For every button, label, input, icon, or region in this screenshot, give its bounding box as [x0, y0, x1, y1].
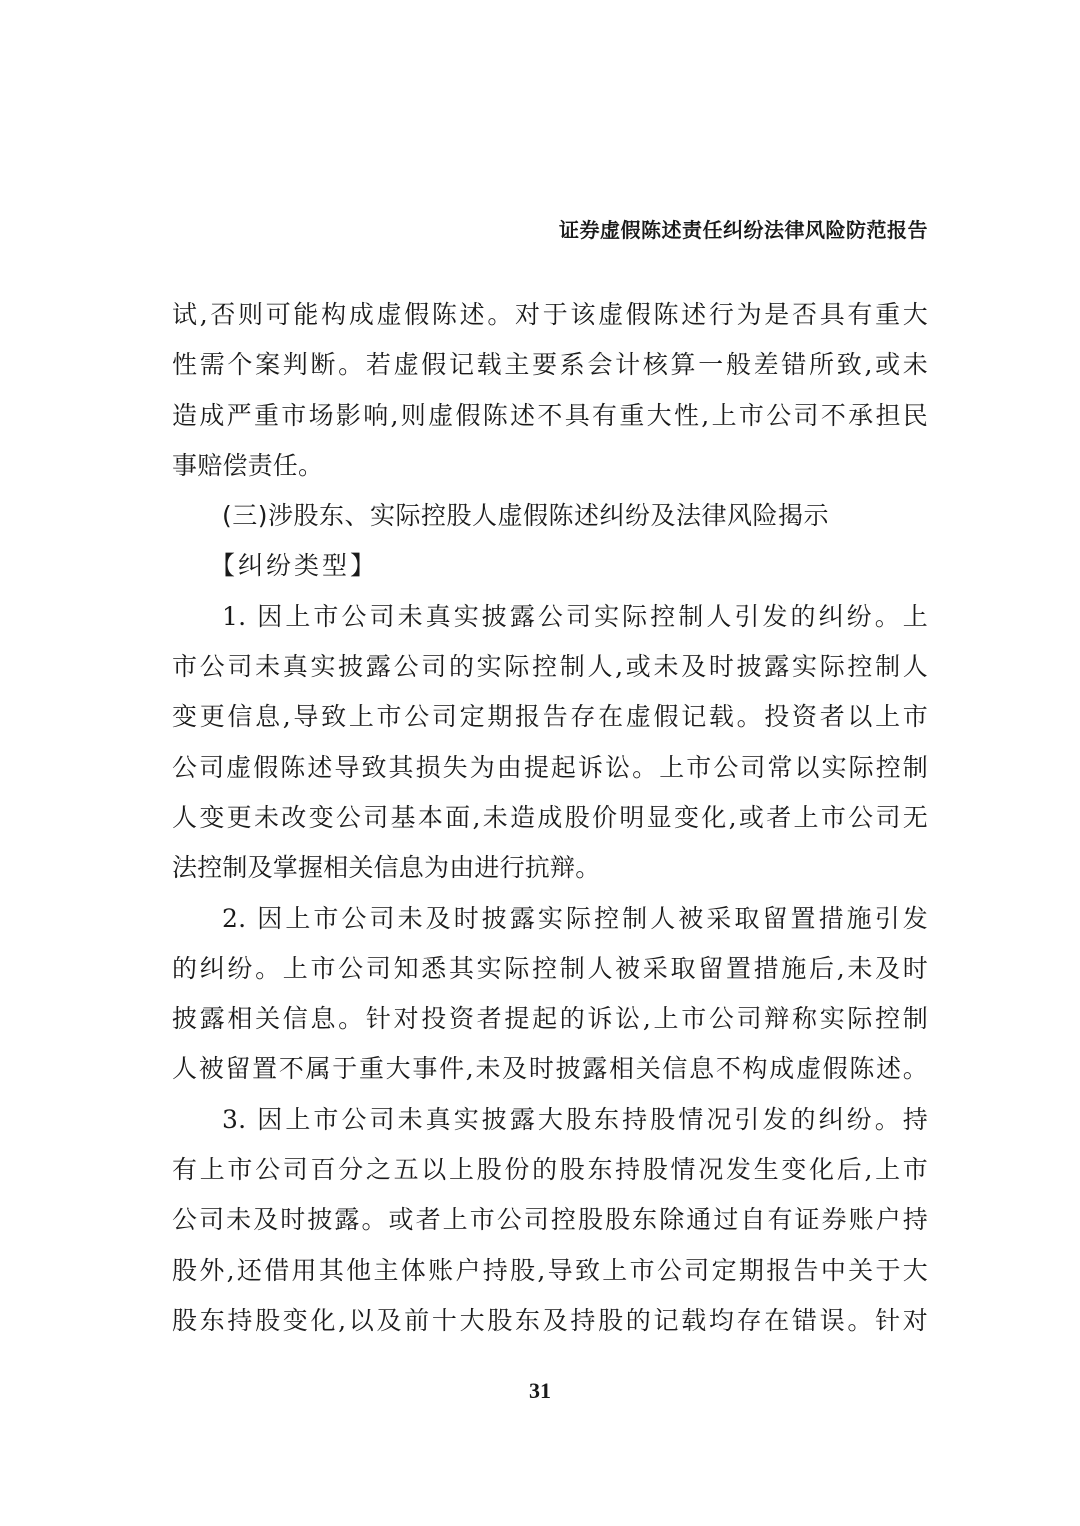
body-line: 造成严重市场影响,则虚假陈述不具有重大性,上市公司不承担民 [172, 400, 928, 430]
body-line: 人被留置不属于重大事件,未及时披露相关信息不构成虚假陈述。 [172, 1054, 928, 1084]
body-line: 事赔偿责任。 [172, 450, 324, 480]
body-line: 2. 因上市公司未及时披露实际控制人被采取留置措施引发 [222, 903, 928, 933]
body-line: 人变更未改变公司基本面,未造成股价明显变化,或者上市公司无 [172, 802, 928, 832]
body-line: 的纠纷。上市公司知悉其实际控制人被采取留置措施后,未及时 [172, 953, 928, 983]
document-body [172, 290, 928, 1346]
body-line: 试,否则可能构成虚假陈述。对于该虚假陈述行为是否具有重大 [172, 300, 928, 329]
running-header-title: 证券虚假陈述责任纠纷法律风险防范报告 [559, 218, 928, 242]
body-line: 法控制及掌握相关信息为由进行抗辩。 [172, 853, 601, 883]
body-line: 市公司未真实披露公司的实际控制人,或未及时披露实际控制人 [172, 652, 928, 682]
body-line: 公司虚假陈述导致其损失为由提起诉讼。上市公司常以实际控制 [172, 752, 928, 782]
body-line: 变更信息,导致上市公司定期报告存在虚假记载。投资者以上市 [172, 702, 928, 732]
page-number: 31 [529, 1378, 551, 1403]
body-line: 性需个案判断。若虚假记载主要系会计核算一般差错所致,或未 [172, 350, 928, 380]
body-line: 股外,还借用其他主体账户持股,导致上市公司定期报告中关于大 [172, 1255, 928, 1285]
dispute-type-label: 【纠纷类型】 [210, 551, 379, 581]
body-line: 有上市公司百分之五以上股份的股东持股情况发生变化后,上市 [172, 1155, 928, 1185]
section-heading: (三)涉股东、实际控股人虚假陈述纠纷及法律风险揭示 [222, 501, 830, 531]
body-line: 股东持股变化,以及前十大股东及持股的记载均存在错误。针对 [172, 1305, 928, 1335]
body-line: 披露相关信息。针对投资者提起的诉讼,上市公司辩称实际控制 [172, 1004, 928, 1034]
body-line: 公司未及时披露。或者上市公司控股股东除通过自有证券账户持 [172, 1205, 928, 1235]
body-line: 3. 因上市公司未真实披露大股东持股情况引发的纠纷。持 [222, 1104, 928, 1134]
body-line: 1. 因上市公司未真实披露公司实际控制人引发的纠纷。上 [222, 601, 928, 631]
